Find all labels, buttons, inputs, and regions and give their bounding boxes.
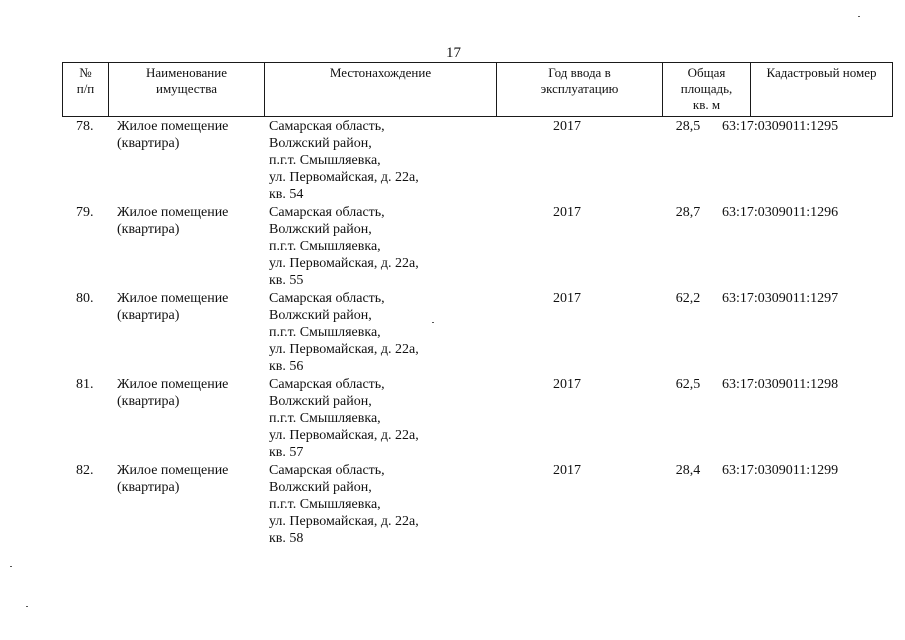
property-location [269, 118, 499, 203]
scan-speck [26, 606, 28, 607]
table-header [62, 62, 893, 117]
location-line: ул. Первомайская, д. 22а, [269, 256, 419, 271]
property-name-line: Жилое помещение [117, 205, 229, 220]
total-area: 28,7 [675, 205, 701, 220]
location-line: Волжский район, [269, 308, 372, 323]
scan-speck [432, 322, 434, 323]
cadastral-number: 63:17:0309011:1297 [722, 291, 839, 306]
location-line: кв. 58 [269, 531, 304, 546]
table-row [62, 462, 862, 548]
header-name [109, 63, 265, 117]
location-line: Волжский район, [269, 136, 372, 151]
property-location [269, 376, 499, 461]
commissioning-year: 2017 [553, 205, 581, 220]
table-row [62, 376, 862, 462]
property-name-line: Жилое помещение [117, 119, 229, 134]
total-area: 62,2 [675, 291, 701, 306]
table-row [62, 204, 862, 290]
header-cadastral [751, 63, 893, 117]
location-line: п.г.т. Смышляевка, [269, 411, 381, 426]
property-location [269, 290, 499, 375]
property-location [269, 204, 499, 289]
location-line: п.г.т. Смышляевка, [269, 153, 381, 168]
row-number: 80. [76, 291, 94, 306]
row-number: 78. [76, 119, 94, 134]
property-location [269, 462, 499, 547]
property-name-line: (квартира) [117, 222, 180, 237]
location-line: ул. Первомайская, д. 22а, [269, 342, 419, 357]
location-line: Самарская область, [269, 291, 385, 306]
property-name [117, 462, 267, 496]
table-row [62, 118, 862, 204]
location-line: п.г.т. Смышляевка, [269, 497, 381, 512]
header-year-line: эксплуатацию [540, 81, 619, 96]
header-name-line: Наименование [146, 65, 227, 80]
page-number: 17 [446, 45, 461, 61]
header-location [265, 63, 497, 117]
location-line: кв. 54 [269, 187, 304, 202]
location-line: п.г.т. Смышляевка, [269, 239, 381, 254]
property-name [117, 118, 267, 152]
scan-speck [10, 566, 12, 567]
row-number: 79. [76, 205, 94, 220]
header-location-line: Местонахождение [329, 65, 432, 80]
header-year-line: Год ввода в [548, 65, 611, 80]
table-body [62, 118, 862, 548]
header-cadastral-line: Кадастровый номер [766, 65, 877, 80]
header-num [63, 63, 109, 117]
total-area: 62,5 [675, 377, 701, 392]
location-line: кв. 56 [269, 359, 304, 374]
location-line: Волжский район, [269, 480, 372, 495]
commissioning-year: 2017 [553, 377, 581, 392]
property-name-line: Жилое помещение [117, 377, 229, 392]
location-line: кв. 55 [269, 273, 304, 288]
header-area-line: Общая [687, 65, 726, 80]
header-year [497, 63, 663, 117]
row-number: 81. [76, 377, 94, 392]
location-line: п.г.т. Смышляевка, [269, 325, 381, 340]
property-name-line: Жилое помещение [117, 291, 229, 306]
property-name-line: (квартира) [117, 394, 180, 409]
table-row [62, 290, 862, 376]
cadastral-number: 63:17:0309011:1296 [722, 205, 839, 220]
header-area-line: площадь, [680, 81, 733, 96]
scan-speck [858, 16, 860, 17]
header-name-line: имущества [156, 81, 217, 96]
cadastral-number: 63:17:0309011:1299 [722, 463, 839, 478]
header-num-line: № [79, 65, 92, 80]
row-number: 82. [76, 463, 94, 478]
total-area: 28,4 [675, 463, 701, 478]
property-name-line: Жилое помещение [117, 463, 229, 478]
location-line: ул. Первомайская, д. 22а, [269, 514, 419, 529]
location-line: Самарская область, [269, 377, 385, 392]
header-area [663, 63, 751, 117]
location-line: Самарская область, [269, 205, 385, 220]
commissioning-year: 2017 [553, 463, 581, 478]
property-name-line: (квартира) [117, 308, 180, 323]
location-line: Самарская область, [269, 119, 385, 134]
location-line: кв. 57 [269, 445, 304, 460]
cadastral-number: 63:17:0309011:1298 [722, 377, 839, 392]
location-line: ул. Первомайская, д. 22а, [269, 428, 419, 443]
header-area-line: кв. м [692, 97, 721, 112]
location-line: ул. Первомайская, д. 22а, [269, 170, 419, 185]
total-area: 28,5 [675, 119, 701, 134]
commissioning-year: 2017 [553, 291, 581, 306]
location-line: Самарская область, [269, 463, 385, 478]
header-num-line: п/п [76, 81, 95, 96]
location-line: Волжский район, [269, 222, 372, 237]
property-name [117, 204, 267, 238]
property-name-line: (квартира) [117, 136, 180, 151]
commissioning-year: 2017 [553, 119, 581, 134]
header-row [63, 63, 893, 117]
cadastral-number: 63:17:0309011:1295 [722, 119, 839, 134]
location-line: Волжский район, [269, 394, 372, 409]
property-name-line: (квартира) [117, 480, 180, 495]
property-name [117, 290, 267, 324]
property-name [117, 376, 267, 410]
